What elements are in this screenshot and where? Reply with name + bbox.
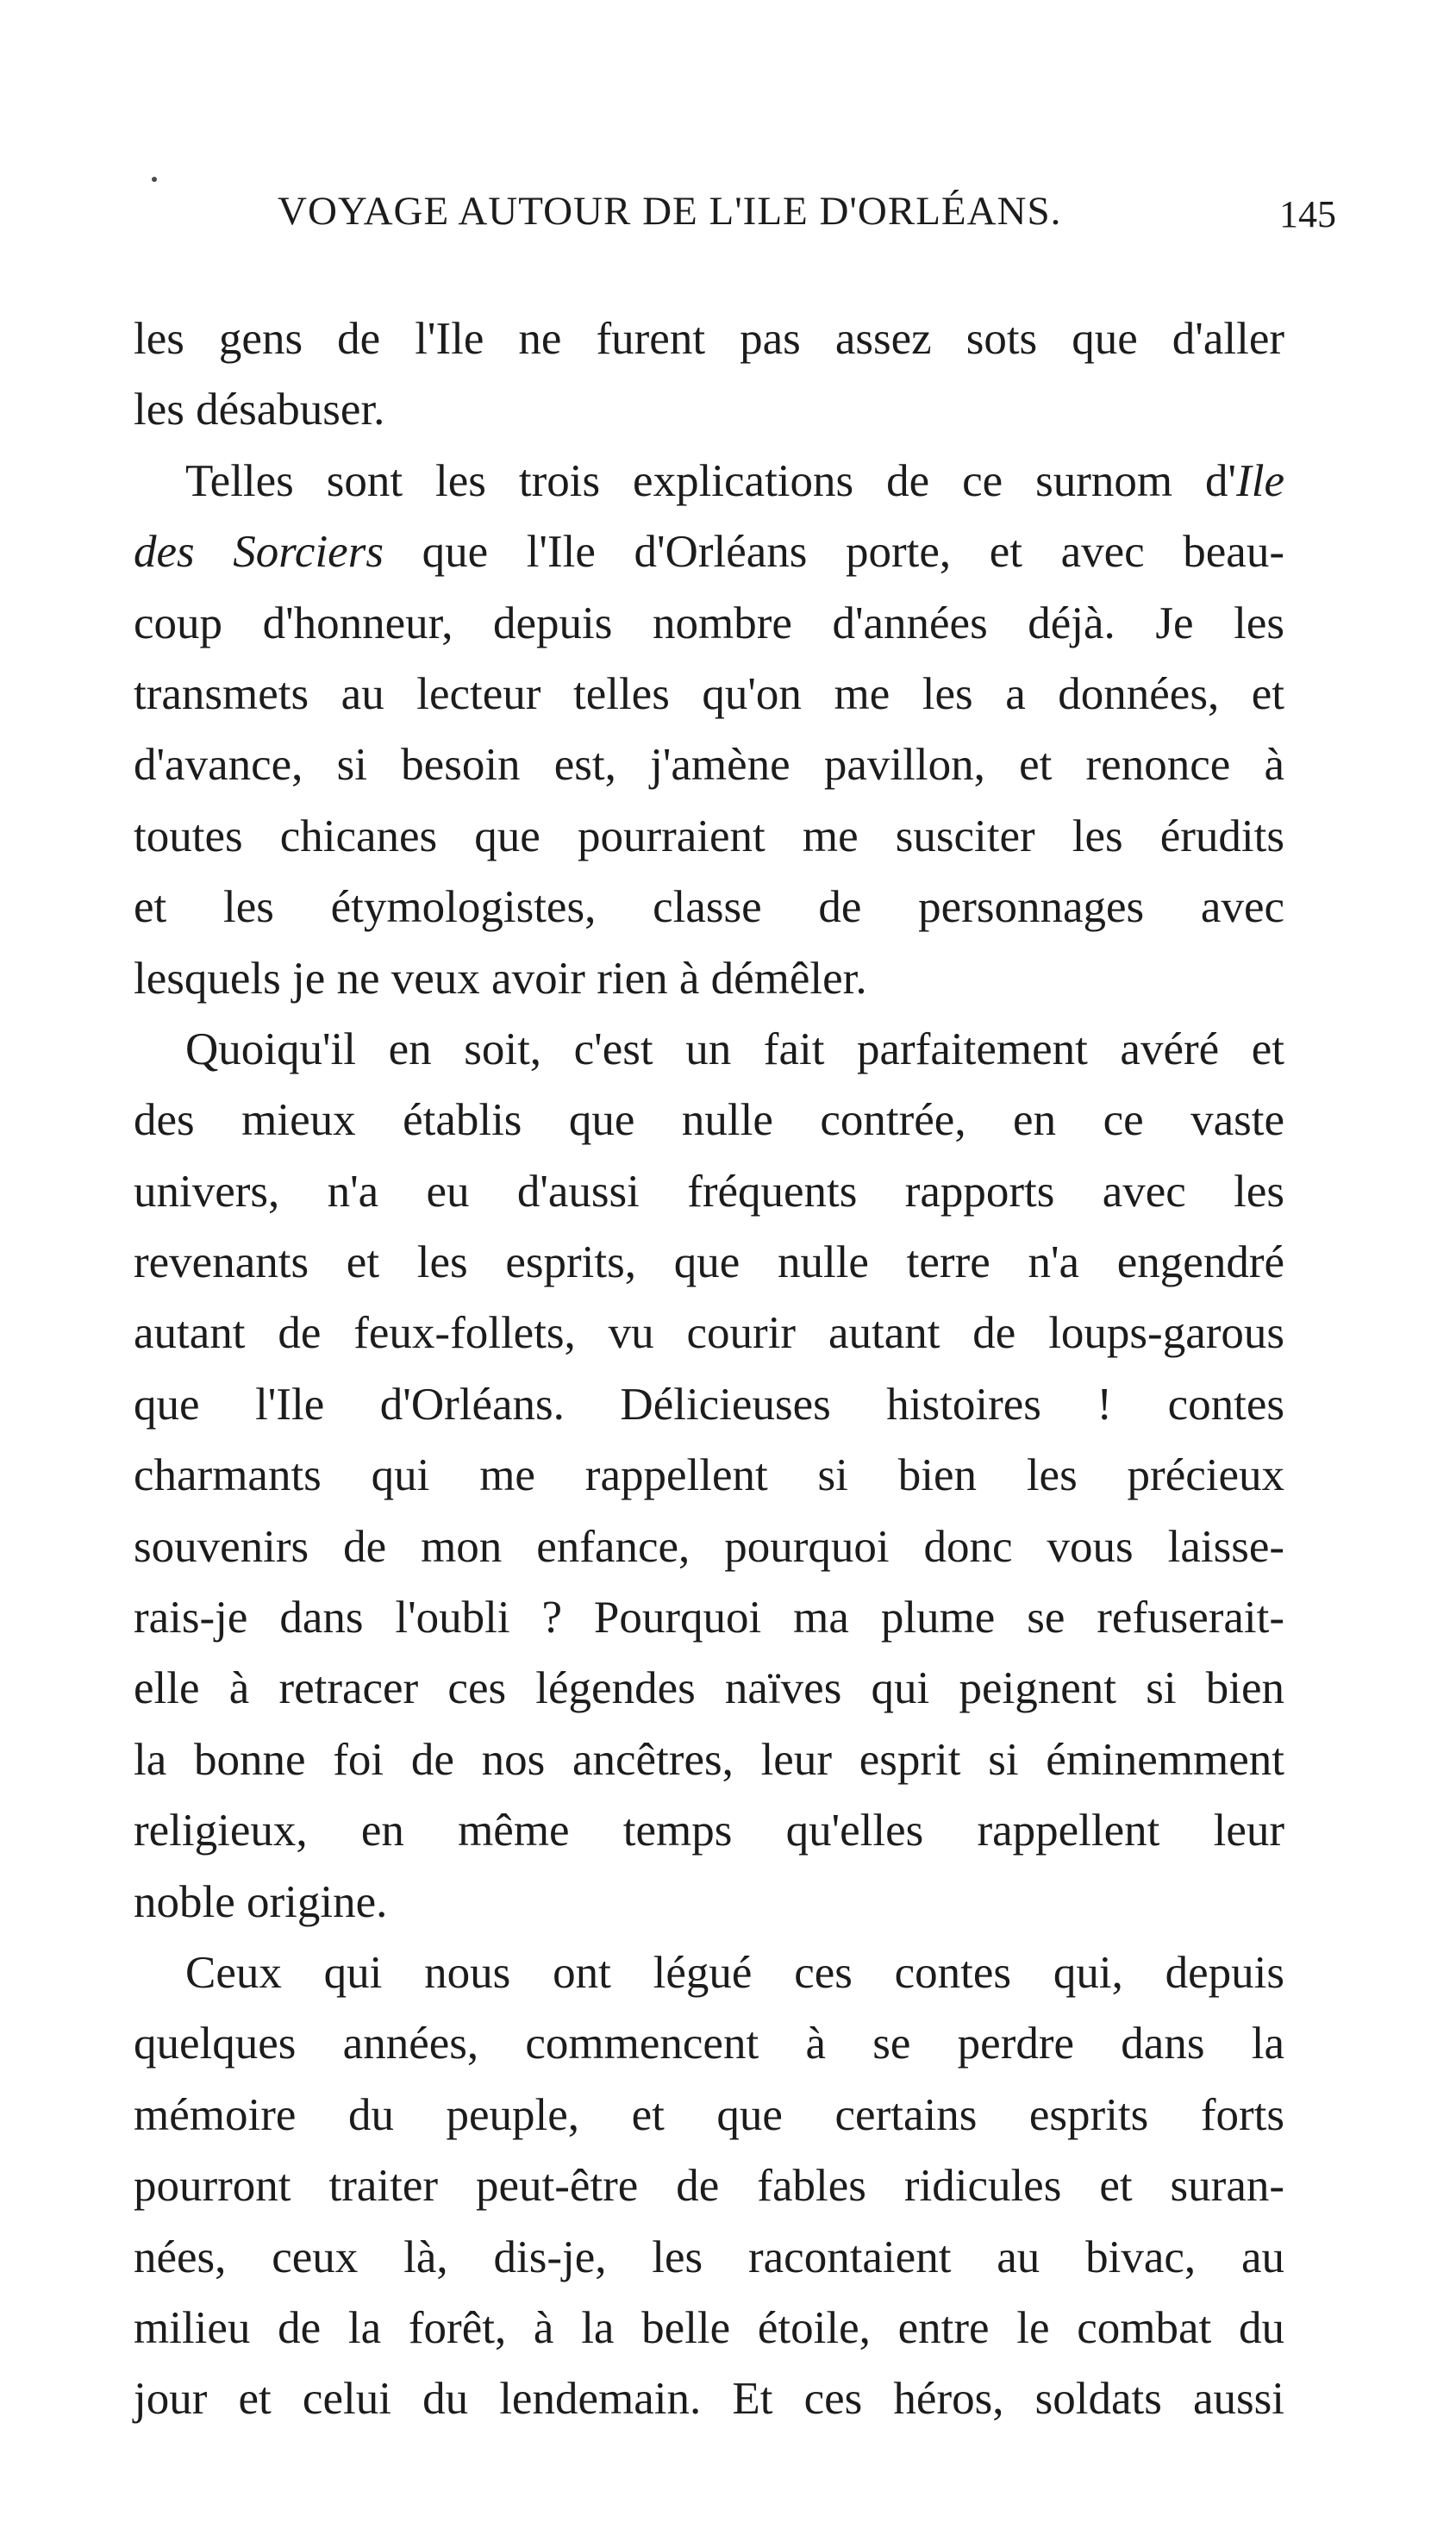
text-line: revenants et les esprits, que nulle terre n'a engendré <box>134 1237 1284 1288</box>
text-line: la bonne foi de nos ancêtres, leur esprit si éminemment <box>134 1734 1284 1785</box>
italic-segment: Ile <box>1236 455 1284 506</box>
text-line: toutes chicanes que pourraient me susciter les érudits <box>134 811 1284 861</box>
running-title: VOYAGE AUTOUR DE L'ILE D'ORLÉANS. <box>278 189 1062 234</box>
running-head <box>278 188 1390 240</box>
text-line: nées, ceux là, dis-je, les racontaient au bivac, au <box>134 2232 1284 2282</box>
text-line: lesquels je ne veux avoir rien à démêler. <box>134 953 867 1004</box>
text-line: mémoire du peuple, et que certains esprits forts <box>134 2089 1284 2140</box>
text-line <box>134 446 1284 516</box>
text-line: les gens de l'Ile ne furent pas assez sots que d'aller <box>134 314 1284 364</box>
text-line: Ceux qui nous ont légué ces contes qui, depuis <box>185 1947 1284 1998</box>
text-line: univers, n'a eu d'aussi fréquents rapports avec les <box>134 1166 1284 1217</box>
text-line: coup d'honneur, depuis nombre d'années déjà. Je les <box>134 598 1284 648</box>
text-line: religieux, en même temps qu'elles rappellent leur <box>134 1806 1284 1856</box>
text-line: souvenirs de mon enfance, pourquoi donc vous laisse- <box>134 1521 1284 1572</box>
text-segment: Telles sont les trois explications de ce surnom d' <box>185 455 1237 506</box>
text-line: pourront traiter peut-être de fables ridicules et suran- <box>134 2161 1284 2212</box>
print-speck <box>152 177 157 182</box>
text-line: et les étymologistes, classe de personnages avec <box>134 882 1284 933</box>
text-line: transmets au lecteur telles qu'on me les a données, et <box>134 668 1284 719</box>
text-line: autant de feux-follets, vu courir autant de loups-garous <box>134 1308 1284 1359</box>
body-text <box>134 304 1284 2435</box>
page-number: 145 <box>1279 193 1336 235</box>
text-line: elle à retracer ces légendes naïves qui peignent si bien <box>134 1663 1284 1714</box>
text-line <box>134 516 1284 587</box>
text-line: les désabuser. <box>134 385 385 435</box>
text-line: quelques années, commencent à se perdre dans la <box>134 2019 1284 2069</box>
text-line: Quoiqu'il en soit, c'est un fait parfaitement avéré et <box>185 1023 1284 1074</box>
text-line: rais-je dans l'oubli ? Pourquoi ma plume se refuserait- <box>134 1593 1284 1643</box>
text-line: noble origine. <box>134 1876 388 1927</box>
text-line: jour et celui du lendemain. Et ces héros, soldats aussi <box>134 2374 1284 2425</box>
text-line: charmants qui me rappellent si bien les précieux <box>134 1450 1284 1501</box>
text-segment: que l'Ile d'Orléans porte, et avec beau- <box>383 527 1284 578</box>
text-line: que l'Ile d'Orléans. Délicieuses histoires ! contes <box>134 1379 1284 1430</box>
text-line: des mieux établis que nulle contrée, en ce vaste <box>134 1095 1284 1146</box>
text-line: d'avance, si besoin est, j'amène pavillon, et renonce à <box>134 740 1284 791</box>
italic-segment: des Sorciers <box>134 527 384 578</box>
text-line: milieu de la forêt, à la belle étoile, entre le combat du <box>134 2302 1284 2353</box>
